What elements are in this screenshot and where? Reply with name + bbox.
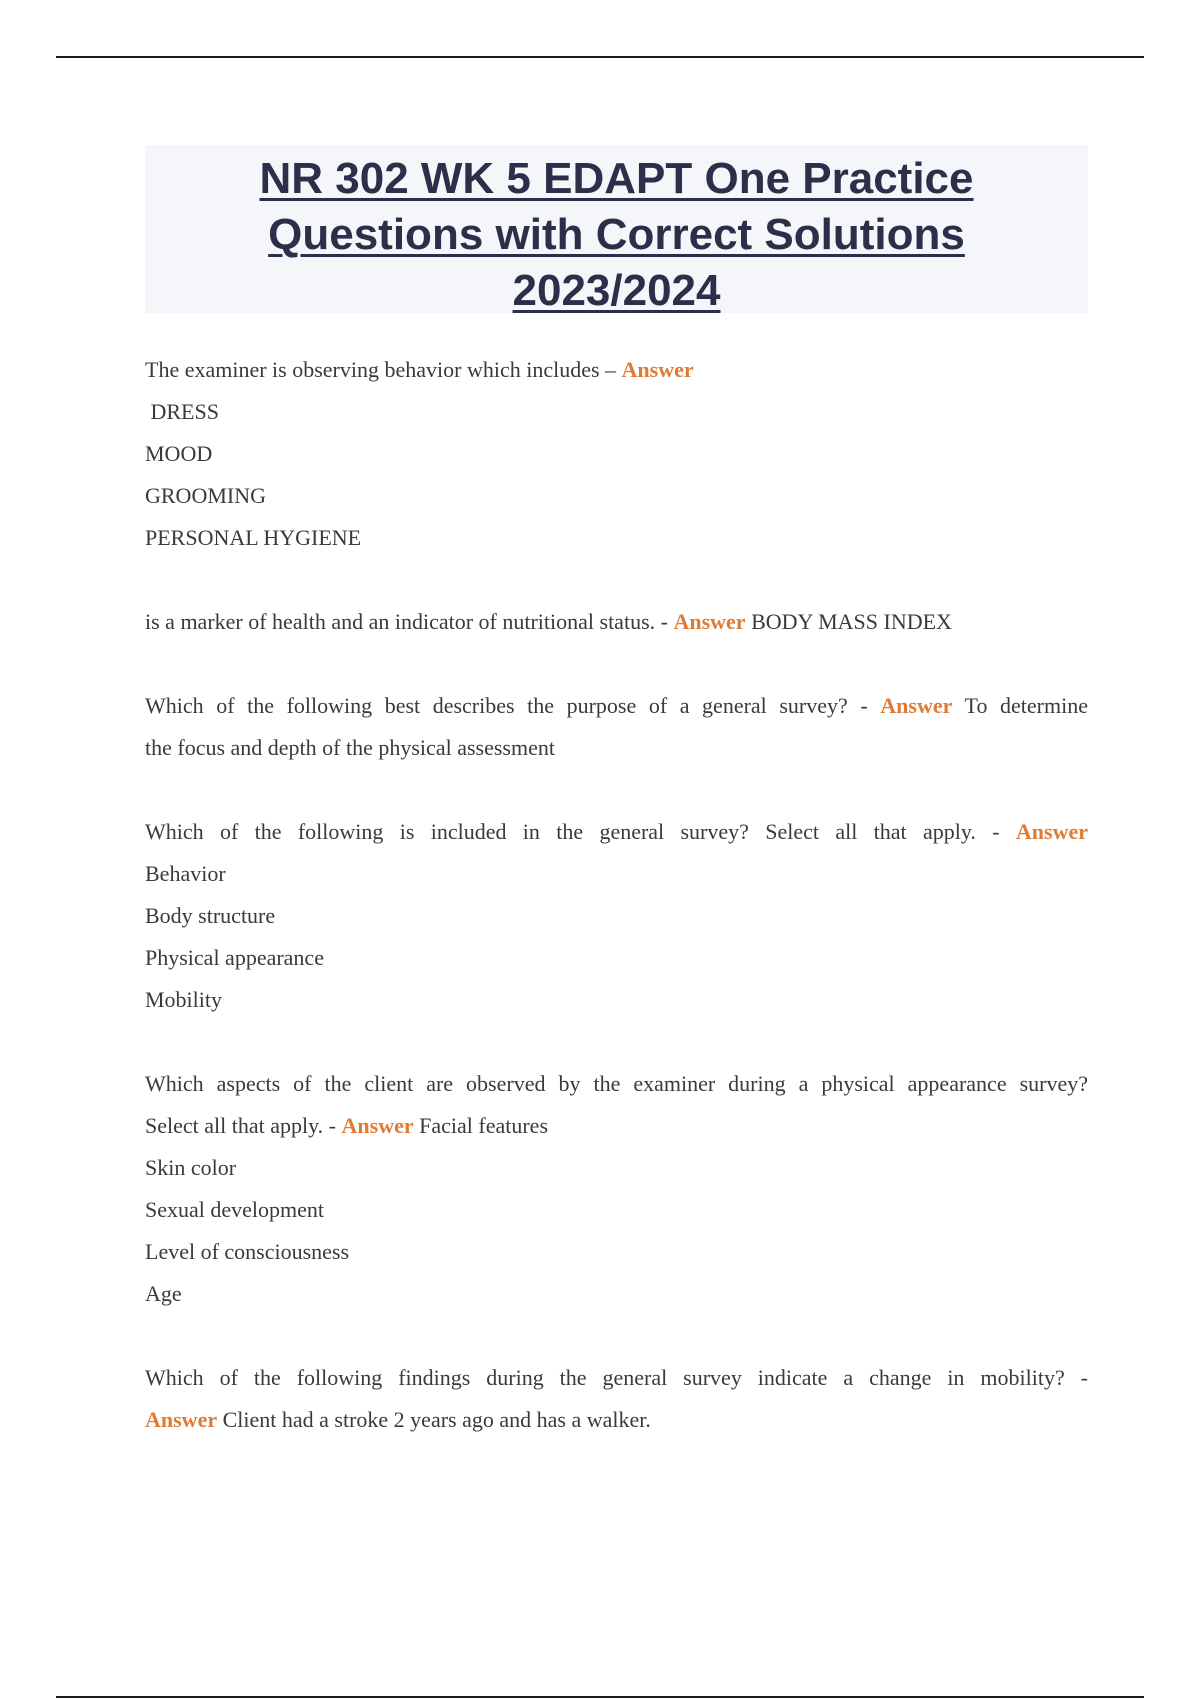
- answer-item: Sexual development: [145, 1197, 325, 1222]
- answer-item: GROOMING: [145, 483, 266, 508]
- question-3: Which of the following best describes the purpose of a general survey? - Answer To determine: [145, 693, 1088, 718]
- answer-label: Answer: [673, 609, 746, 634]
- answer-item: PERSONAL HYGIENE: [145, 525, 362, 550]
- answer-label: Answer: [1015, 819, 1088, 844]
- answer-item: Level of consciousness: [145, 1239, 350, 1264]
- title-line-1: NR 302 WK 5 EDAPT One Practice: [259, 154, 974, 203]
- question-4: Which of the following is included in the general survey? Select all that apply. - Answer: [145, 819, 1088, 844]
- top-rule: [56, 56, 1144, 58]
- answer-item: Physical appearance: [145, 945, 324, 970]
- answer-item: DRESS: [145, 399, 219, 424]
- question-5-cont: Select all that apply. - Answer Facial features: [145, 1113, 548, 1138]
- answer-item: Skin color: [145, 1155, 237, 1180]
- title-line-2: Questions with Correct Solutions: [268, 210, 965, 259]
- question-6: Which of the following findings during the general survey indicate a change in mobility? -: [145, 1365, 1088, 1390]
- answer-item: Mobility: [145, 987, 223, 1012]
- answer-text: Client had a stroke 2 years ago and has a walker.: [217, 1407, 651, 1432]
- answer-item: Body structure: [145, 903, 276, 928]
- question-1: The examiner is observing behavior which includes – Answer: [145, 357, 694, 382]
- answer-item: Behavior: [145, 861, 226, 886]
- title-line-3: 2023/2024: [512, 266, 721, 315]
- answer-item: Age: [145, 1281, 182, 1306]
- question-6-answer: [145, 1399, 1088, 1441]
- bottom-rule: [56, 1696, 1144, 1698]
- answer-item: Facial features: [413, 1113, 548, 1138]
- question-5: Which aspects of the client are observed by the examiner during a physical appearance survey?: [145, 1071, 1088, 1096]
- answer-label: Answer: [145, 1407, 218, 1432]
- document-title: [145, 145, 1088, 313]
- document-body: [145, 349, 1088, 1441]
- answer-label: Answer: [341, 1113, 414, 1138]
- answer-text: the focus and depth of the physical assessment: [145, 735, 555, 760]
- answer-text: BODY MASS INDEX: [745, 609, 952, 634]
- answer-label: Answer: [621, 357, 694, 382]
- answer-label: Answer: [880, 693, 953, 718]
- answer-item: MOOD: [145, 441, 213, 466]
- answer-text: To determine: [952, 693, 1088, 718]
- question-2: is a marker of health and an indicator of nutritional status. - Answer BODY MASS INDEX: [145, 609, 952, 634]
